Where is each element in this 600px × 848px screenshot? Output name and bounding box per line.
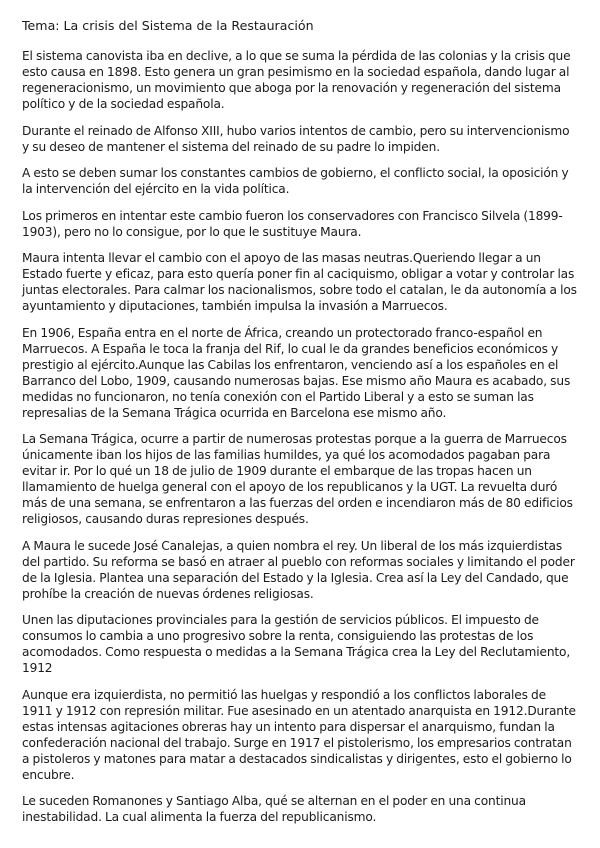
paragraph: Aunque era izquierdista, no permitió las huelgas y respondió a los conflictos laborales de 1911 y 1912 con represión militar. Fue asesinado en un atentado anarquista en 1912.Durante estas intensas agitaciones obreras hay un intento para dispersar el anarquismo, fundan la confederación nacional del trabajo. Surge en 1917 el pistolerismo, los empresarios contratan a pistoleros y matones para matar a destacados sindicalistas y dirigentes, esto el gobierno lo encubre.	[22, 687, 576, 782]
paragraph: Durante el reinado de Alfonso XIII, hubo varios intentos de cambio, pero su intervencionismo y su deseo de mantener el sistema del reinado de su padre lo impiden.	[22, 123, 570, 154]
document-title: Tema: La crisis del Sistema de la Restauración	[22, 18, 314, 33]
paragraph: Le suceden Romanones y Santiago Alba, qué se alternan en el poder en una continua inestabilidad. La cual alimenta la fuerza del republicanismo.	[22, 794, 526, 824]
paragraph: El sistema canovista iba en declive, a lo que se suma la pérdida de las colonias y la crisis que esto causa en 1898. Esto genera un gran pesimismo en la sociedad española, dando lugar al regeneracionismo, un movimiento que aboga por la renovación y regeneración del sistema político y de la sociedad española.	[22, 49, 571, 111]
paragraph: A Maura le sucede José Canalejas, a quien nombra el rey. Un liberal de los más izquierdistas del partido. Su reforma se basó en atraer al pueblo con reformas sociales y limitando el poder de la Iglesia. Plantea una separación del Estado y la Iglesia. Crea así la Ley del Candado, que prohíbe la creación de nuevas órdenes religiosas.	[22, 538, 575, 601]
paragraph: En 1906, España entra en el norte de África, creando un protectorado franco-español en Marruecos. A España le toca la franja del Rif, lo cual le da grandes beneficios económicos y prestigio al ejército.Aunque las Cabilas los enfrentaron, venciendo así a los españoles en el Barranco del Lobo, 1909, causando numerosas bajas. Ese mismo año Maura es acabado, sus medidas no funcionaron, no tenía conexión con el Partido Liberal y a esto se suman las represalias de la Semana Trágica ocurrida en Barcelona ese mismo año.	[22, 325, 571, 420]
paragraph: Unen las diputaciones provinciales para la gestión de servicios públicos. El impuesto de consumos lo cambia a uno progresivo sobre la renta, consiguiendo las protestas de los acomodados. Como respuesta o medidas a la Semana Trágica crea la Ley del Reclutamiento, 1912	[22, 613, 571, 675]
paragraph: Los primeros en intentar este cambio fueron los conservadores con Francisco Silvela (1899-1903), pero no lo consigue, por lo que le sustituye Maura.	[22, 208, 563, 239]
paragraph: A esto se deben sumar los constantes cambios de gobierno, el conflicto social, la oposición y la intervención del ejército en la vida política.	[22, 166, 569, 196]
paragraph: La Semana Trágica, ocurre a partir de numerosas protestas porque a la guerra de Marruecos únicamente iban los hijos de las familias humildes, ya qué los acomodados pagaban para evitar ir. Por lo qué un 18 de julio de 1909 durante el embarque de las tropas hacen un llamamiento de huelga general con el apoyo de los republicanos y la UGT. La revuelta duró más de una semana, se enfrentaron a las fuerzas del orden e incendiaron más de 80 edificios religiosos, causando duras represiones después.	[22, 432, 573, 526]
paragraph: Maura intenta llevar el cambio con el apoyo de las masas neutras.Queriendo llegar a un Estado fuerte y eficaz, para esto quería poner fin al caciquismo, obligar a votar y controlar las juntas electorales. Para calmar los nacionalismos, sobre todo el catalan, le da autonomía a los ayuntamiento y diputaciones, también impulsa la invasión a Marruecos.	[22, 251, 577, 313]
